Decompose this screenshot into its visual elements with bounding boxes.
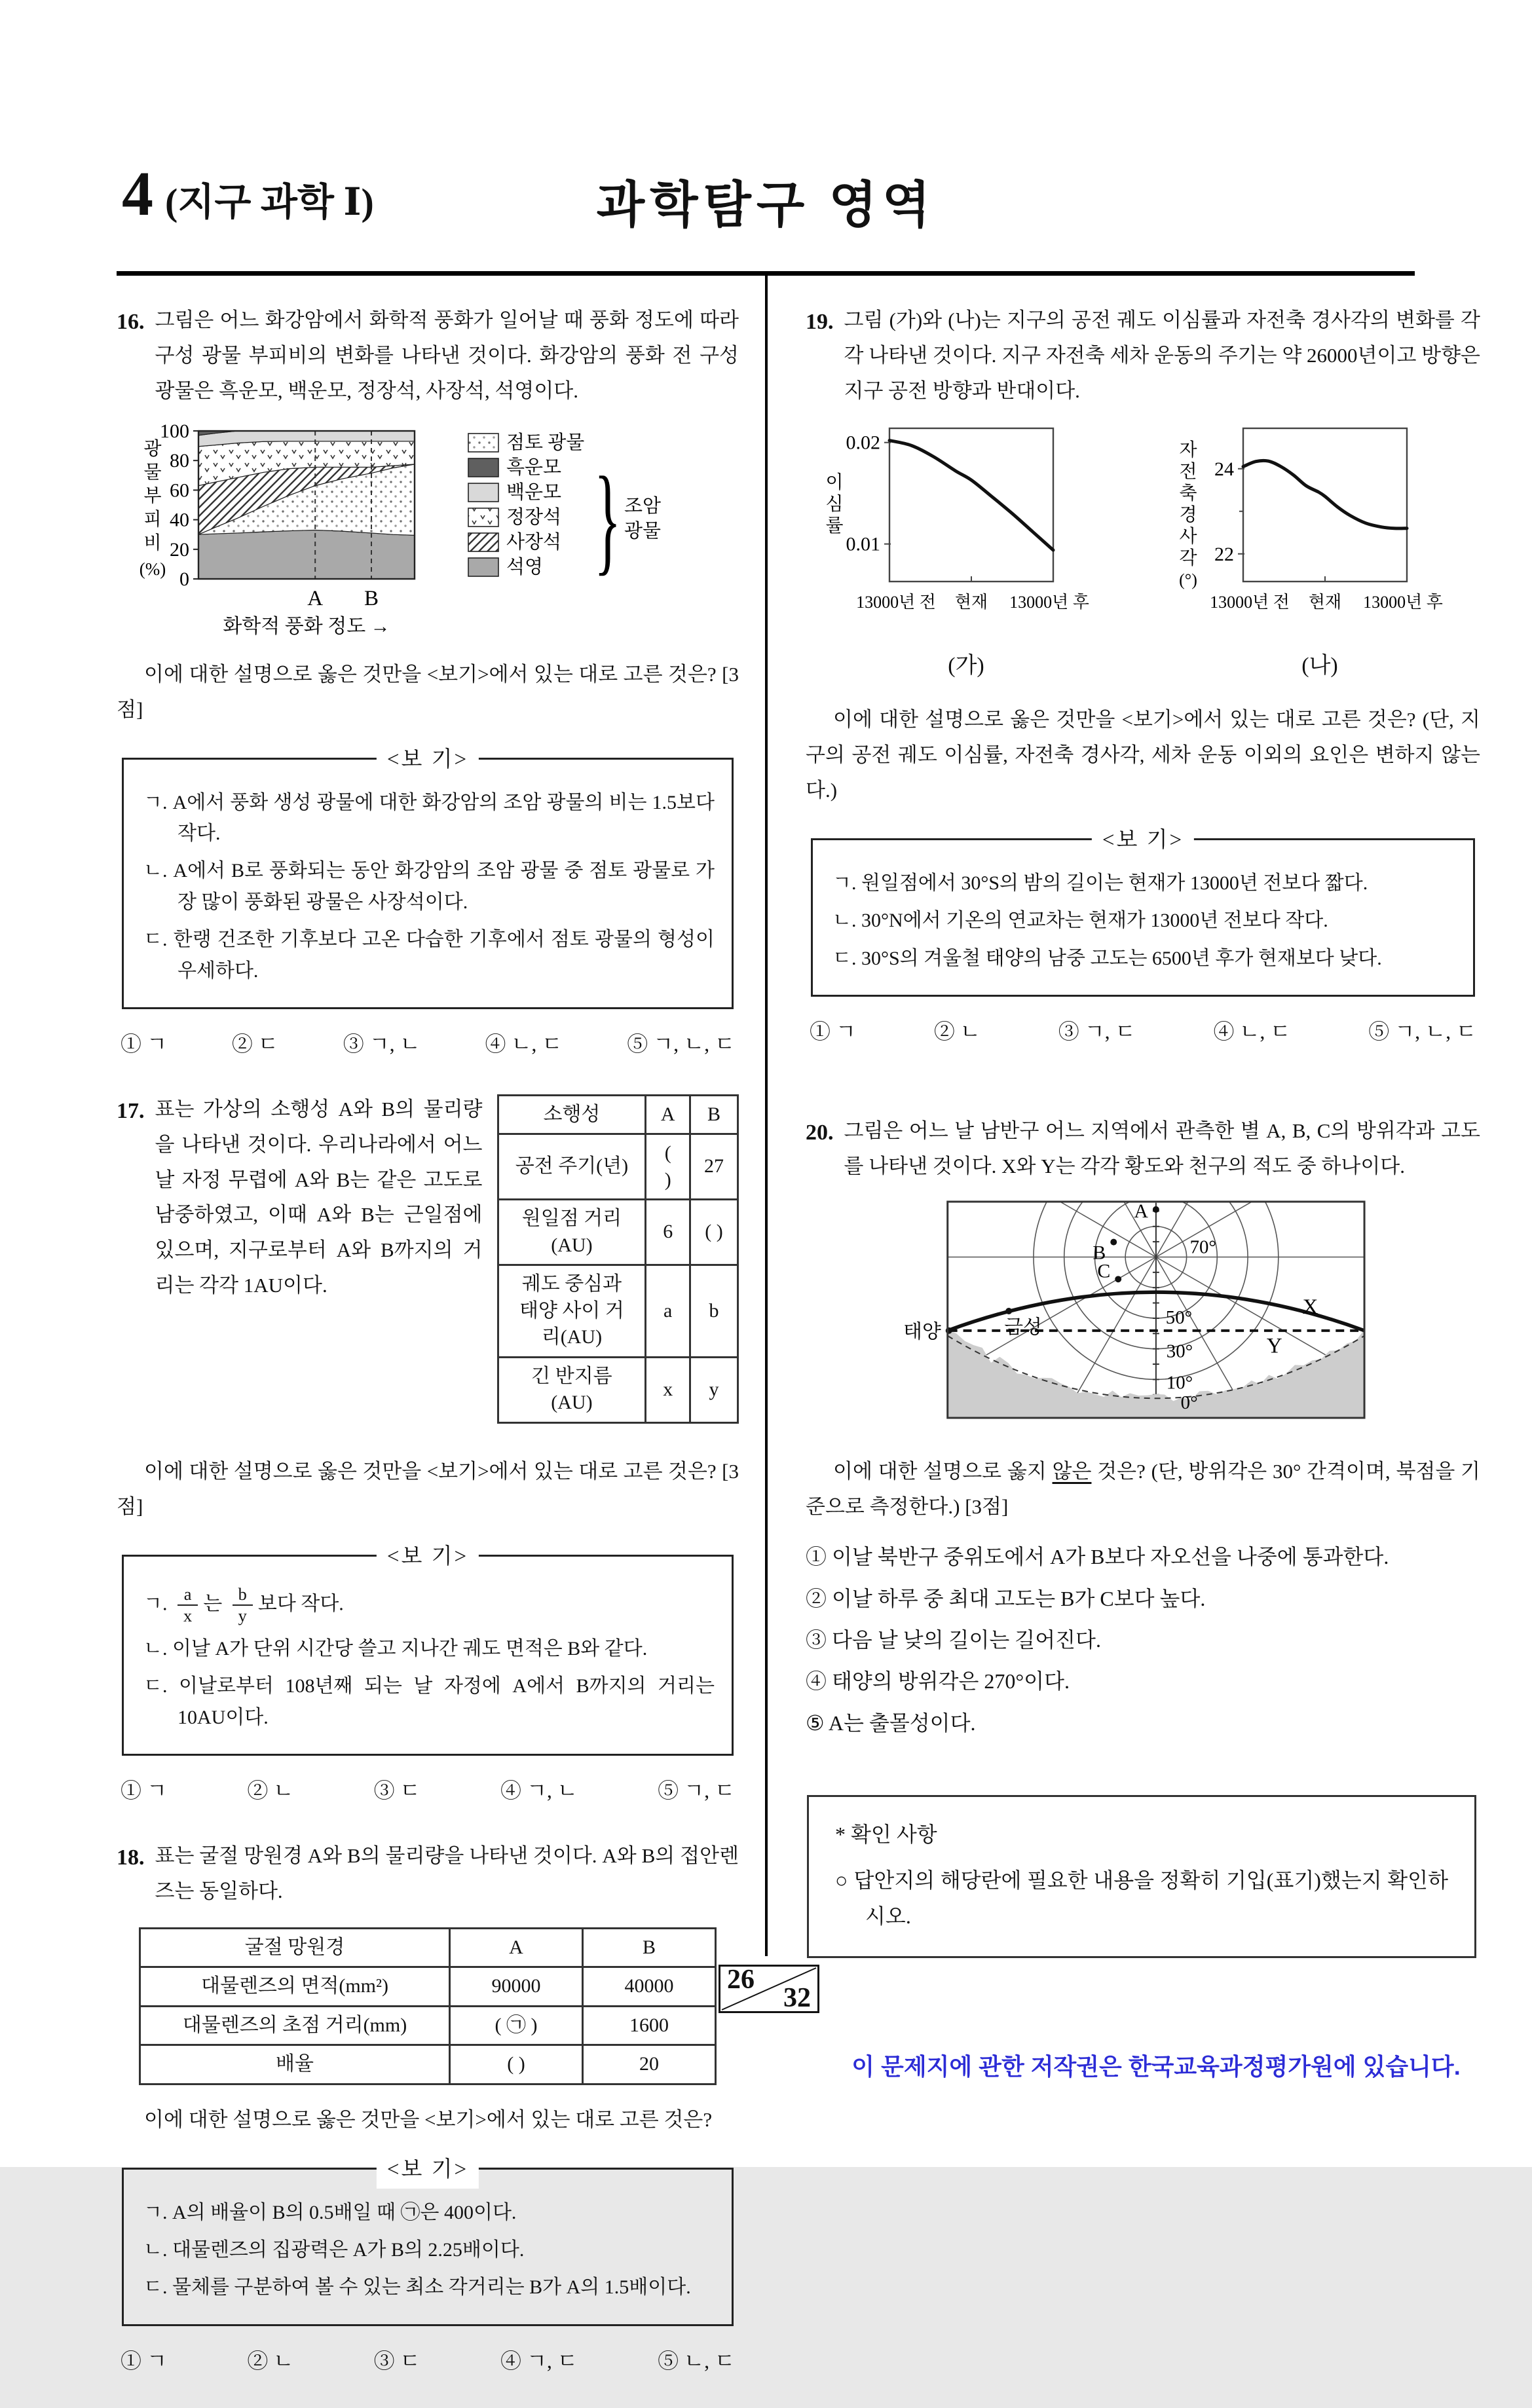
boki-item-d: ㄷ. 물체를 구분하여 볼 수 있는 최소 각거리는 B가 A의 1.5배이다.: [143, 2276, 691, 2299]
svg-text:22: 22: [1214, 543, 1234, 565]
cell: a: [646, 1265, 690, 1358]
svg-text:(%): (%): [139, 559, 166, 579]
cell: ( ): [450, 2045, 583, 2084]
choice-2: ② ㄴ: [247, 2348, 294, 2373]
choice-2: ② ㄴ: [933, 1019, 981, 1043]
svg-text:70°: 70°: [1189, 1236, 1216, 1258]
prompt-text: 이에 대한 설명으로 옳지: [833, 1460, 1053, 1483]
svg-text:광물: 광물: [624, 520, 662, 542]
cell: 원일점 거리(AU): [498, 1200, 646, 1265]
cell: 20: [583, 2045, 716, 2084]
svg-text:전: 전: [1179, 461, 1197, 482]
svg-text:C: C: [1097, 1260, 1111, 1282]
choice-3: ③ ㄷ: [373, 1779, 420, 1803]
col-header: A: [646, 1095, 690, 1134]
svg-text:경: 경: [1179, 504, 1197, 525]
boki-title: <보 기>: [377, 2151, 479, 2189]
check-title: * 확인 사항: [835, 1823, 937, 1847]
choice-3: ③ ㄷ: [373, 2348, 420, 2373]
fraction: [233, 1584, 253, 1627]
option-4: ④ 태양의 방위각은 270°이다.: [806, 1669, 1070, 1694]
svg-text:100: 100: [160, 420, 189, 442]
item-text: 보다 작다.: [257, 1593, 344, 1615]
choice-3: ③ ㄱ, ㄴ: [343, 1031, 420, 1056]
header-rule: [117, 271, 1415, 276]
choice-2: ② ㄴ: [247, 1779, 294, 1803]
cell: 긴 반지름(AU): [498, 1357, 646, 1422]
denominator: y: [238, 1606, 247, 1626]
page-number-box: [719, 1965, 819, 2013]
table-row: [498, 1134, 738, 1200]
check-notice-box: [807, 1795, 1476, 1958]
table-row: [498, 1357, 738, 1422]
choice-1: ① ㄱ: [121, 2348, 167, 2373]
svg-text:화학적 풍화 정도 →: 화학적 풍화 정도 →: [223, 615, 390, 637]
cell: 1600: [583, 2006, 716, 2045]
svg-text:축: 축: [1179, 483, 1197, 504]
cell: 공전 주기(년): [498, 1134, 646, 1200]
right-column: [806, 303, 1480, 2408]
cell: 40000: [583, 1967, 716, 2007]
svg-text:피: 피: [143, 509, 162, 530]
question-16: [117, 303, 739, 1063]
svg-text:60: 60: [170, 479, 189, 502]
table-row: [140, 1967, 716, 2007]
obliquity-chart: [1159, 418, 1480, 645]
q19-figure-ga: [806, 418, 1127, 685]
boki-item-g: ㄱ. 원일점에서 30°S의 밤의 길이는 현재가 13000년 전보다 짧다.: [832, 872, 1368, 894]
question-prompt: 이에 대한 설명으로 옳은 것만을 <보기>에서 있는 대로 고른 것은? (단, 지구의 공전 궤도 이심률, 자전축 경사각, 세차 운동 이외의 요인은 변하지 않는다.): [806, 707, 1480, 802]
svg-text:심: 심: [825, 494, 844, 515]
svg-text:50°: 50°: [1165, 1307, 1193, 1329]
q20-figure: [806, 1198, 1480, 1437]
question-prompt: 이에 대한 설명으로 옳은 것만을 <보기>에서 있는 대로 고른 것은?: [144, 2107, 713, 2131]
boki-item-g: [143, 1584, 715, 1627]
answer-choices: [117, 1773, 739, 1809]
choice-5: ⑤ ㄱ, ㄷ: [658, 1779, 735, 1803]
question-number: 19.: [806, 310, 834, 334]
question-text: 표는 굴절 망원경 A와 B의 물리량을 나타낸 것이다. A와 B의 접안렌즈는 동일하다.: [155, 1843, 739, 1902]
svg-text:백운모: 백운모: [506, 481, 562, 503]
boki-item-g: ㄱ. A에서 풍화 생성 광물에 대한 화강암의 조암 광물의 비는 1.5보다 작다.: [143, 791, 715, 845]
question-prompt: 이에 대한 설명으로 옳은 것만을 <보기>에서 있는 대로 고른 것은? [3점]: [117, 1459, 739, 1518]
exam-title: 과학탐구 영역: [596, 177, 936, 233]
numerator: b: [233, 1584, 253, 1606]
svg-text:현재: 현재: [1308, 592, 1342, 612]
left-column: [117, 303, 739, 2408]
question-text: 그림은 어느 화강암에서 화학적 풍화가 일어날 때 풍화 정도에 따라 구성 광물 부피비의 변화를 나타낸 것이다. 화강암의 풍화 전 구성 광물은 흑운모, 백운모, 정장석, 사장석, 석영이다.: [155, 308, 739, 402]
col-header: B: [690, 1095, 738, 1134]
choice-5: ⑤ ㄱ, ㄴ, ㄷ: [627, 1031, 735, 1056]
svg-text:80: 80: [170, 450, 189, 472]
svg-text:자: 자: [1179, 439, 1197, 460]
svg-text:태양: 태양: [903, 1321, 941, 1343]
boki-item-d: ㄷ. 30°S의 겨울철 태양의 남중 고도는 6500년 후가 현재보다 낮다.: [832, 947, 1382, 969]
svg-text:A: A: [307, 586, 324, 610]
cell: y: [690, 1357, 738, 1422]
sky-coordinate-chart: [806, 1198, 1480, 1437]
boki-item-d: ㄷ. 이날로부터 108년째 되는 날 자정에 A에서 B까지의 거리는 10AU이다.: [143, 1675, 715, 1728]
choice-5: ⑤ ㄴ, ㄷ: [658, 2348, 735, 2373]
question-number: 16.: [117, 310, 145, 334]
numerator: a: [177, 1584, 198, 1606]
q17-table-box: [497, 1092, 739, 1437]
cell: 27: [690, 1134, 738, 1200]
choice-3: ③ ㄱ, ㄷ: [1058, 1019, 1136, 1043]
svg-text:물: 물: [143, 462, 162, 483]
item-prefix: ㄱ.: [143, 1593, 168, 1615]
prompt-underlined: 않은: [1052, 1460, 1092, 1483]
boki-item-g: ㄱ. A의 배율이 B의 0.5배일 때 ㉠은 400이다.: [143, 2201, 517, 2223]
svg-text:이: 이: [825, 472, 844, 493]
cell: 궤도 중심과 태양 사이 거리(AU): [498, 1265, 646, 1358]
denominator: x: [183, 1606, 193, 1626]
choice-2: ② ㄷ: [231, 1031, 278, 1056]
paper-number: 4: [122, 158, 155, 229]
choice-4: ④ ㄱ, ㄴ: [500, 1779, 578, 1803]
col-header: B: [583, 1928, 716, 1967]
svg-text:석영: 석영: [506, 556, 544, 578]
svg-text:40: 40: [170, 509, 189, 531]
svg-text:X: X: [1302, 1295, 1318, 1320]
item-text: 는: [203, 1593, 223, 1615]
boki-box: [122, 2157, 734, 2326]
prompt-text: 것은? (단, 방위각은 30° 간격이며, 북점을 기준으로 측정한다.) [3점]: [806, 1460, 1481, 1519]
boki-title: <보 기>: [1092, 822, 1194, 859]
q19-figure-na: [1159, 418, 1480, 685]
svg-text:B: B: [364, 586, 379, 610]
boki-box: [122, 747, 734, 1009]
svg-text:0.01: 0.01: [846, 533, 880, 555]
figure-caption: (나): [1301, 653, 1338, 678]
svg-text:13000년 후: 13000년 후: [1009, 592, 1089, 612]
choice-4: ④ ㄴ, ㄷ: [1213, 1019, 1291, 1043]
choice-1: ① ㄱ: [810, 1019, 856, 1043]
svg-text:광: 광: [143, 438, 162, 459]
question-prompt: [806, 1454, 1480, 1525]
choice-1: ① ㄱ: [121, 1779, 167, 1803]
svg-text:B: B: [1093, 1242, 1106, 1264]
boki-item-n: ㄴ. 대물렌즈의 집광력은 A가 B의 2.25배이다.: [143, 2238, 525, 2261]
svg-text:0.02: 0.02: [846, 432, 880, 454]
option-5: ⑤ A는 출몰성이다.: [806, 1711, 976, 1735]
question-20: [806, 1113, 1480, 1744]
choice-5: ⑤ ㄱ, ㄴ, ㄷ: [1368, 1019, 1476, 1043]
boki-box: [122, 1544, 734, 1756]
svg-text:13000년 전: 13000년 전: [856, 592, 936, 612]
svg-text:현재: 현재: [954, 592, 988, 612]
svg-text:비: 비: [143, 532, 162, 553]
svg-text:점토 광물: 점토 광물: [506, 432, 585, 453]
question-18: [117, 1838, 739, 2380]
col-header: A: [450, 1928, 583, 1967]
choice-4: ④ ㄴ, ㄷ: [485, 1031, 563, 1056]
question-number: 17.: [117, 1098, 145, 1123]
answer-choices: [806, 1014, 1480, 1050]
cell: ( ㉠ ): [450, 2006, 583, 2045]
exam-code: [122, 157, 374, 230]
boki-box: [811, 828, 1475, 997]
choice-4: ④ ㄱ, ㄷ: [500, 2348, 578, 2373]
question-prompt: 이에 대한 설명으로 옳은 것만을 <보기>에서 있는 대로 고른 것은? [3점]: [117, 662, 739, 721]
svg-text:20: 20: [170, 538, 189, 561]
svg-text:0°: 0°: [1180, 1392, 1198, 1414]
cell: x: [646, 1357, 690, 1422]
option-3: ③ 다음 날 낮의 길이는 길어진다.: [806, 1627, 1101, 1652]
boki-item-n: ㄴ. A에서 B로 풍화되는 동안 화강암의 조암 광물 중 점토 광물로 가장 많이 풍화된 광물은 사장석이다.: [143, 860, 715, 913]
cell: 6: [646, 1200, 690, 1265]
q19-figures: [806, 418, 1480, 685]
q18-table: [139, 1927, 717, 2085]
col-header: 굴절 망원경: [140, 1928, 450, 1967]
svg-text:률: 률: [825, 515, 844, 536]
copyright-notice: 이 문제지에 관한 저작권은 한국교육과정평가원에 있습니다.: [851, 2053, 1461, 2080]
table-row: [498, 1265, 738, 1358]
svg-text:0: 0: [179, 568, 189, 590]
content-columns: [117, 303, 1480, 2408]
svg-text:13000년 후: 13000년 후: [1363, 592, 1443, 612]
svg-text:10°: 10°: [1166, 1372, 1193, 1394]
svg-text:13000년 전: 13000년 전: [1210, 592, 1290, 612]
fraction: [177, 1584, 198, 1627]
option-2: ② 이날 하루 중 최대 고도는 B가 C보다 높다.: [806, 1586, 1206, 1610]
question-19: [806, 303, 1480, 1050]
check-item: ○ 답안지의 해당란에 필요한 내용을 정확히 기입(표기)했는지 확인하시오.: [835, 1868, 1448, 1928]
question-text: 그림은 어느 날 남반구 어느 지역에서 관측한 별 A, B, C의 방위각과 고도를 나타낸 것이다. X와 Y는 각각 황도와 천구의 적도 중 하나이다.: [844, 1119, 1480, 1177]
svg-text:부: 부: [143, 485, 162, 506]
option-1: ① 이날 북반구 중위도에서 A가 B보다 자오선을 나중에 통과한다.: [806, 1545, 1389, 1569]
choice-1: ① ㄱ: [121, 1031, 167, 1056]
svg-text:금성: 금성: [1004, 1316, 1042, 1339]
boki-title: <보 기>: [377, 1538, 479, 1576]
page-current: 26: [727, 1965, 755, 1995]
svg-text:Y: Y: [1266, 1335, 1282, 1359]
svg-text:30°: 30°: [1166, 1341, 1193, 1363]
cell: b: [690, 1265, 738, 1358]
table-row: [140, 2006, 716, 2045]
svg-text:각: 각: [1179, 547, 1197, 568]
svg-text:정장석: 정장석: [506, 506, 562, 528]
svg-text:조암: 조암: [624, 495, 662, 517]
table-row: [498, 1200, 738, 1265]
q16-stacked-area-chart: [117, 420, 739, 640]
boki-title: <보 기>: [377, 741, 479, 779]
cell: 대물렌즈의 초점 거리(mm): [140, 2006, 450, 2045]
q16-figure: [117, 420, 739, 640]
question-number: 18.: [117, 1845, 145, 1870]
cell: ( ): [646, 1134, 690, 1200]
cell: 배율: [140, 2045, 450, 2084]
question-17: [117, 1092, 739, 1809]
svg-text:흑운모: 흑운모: [506, 456, 562, 478]
svg-text:}: }: [594, 453, 622, 587]
col-header: 소행성: [498, 1095, 646, 1134]
cell: 대물렌즈의 면적(mm²): [140, 1967, 450, 2007]
svg-text:사장석: 사장석: [506, 531, 562, 553]
table-row: [140, 2045, 716, 2084]
page-total: 32: [783, 1983, 811, 2013]
boki-item-d: ㄷ. 한랭 건조한 기후보다 고온 다습한 기후에서 점토 광물의 형성이 우세하다.: [143, 929, 715, 982]
svg-text:(°): (°): [1179, 570, 1197, 589]
cell: 90000: [450, 1967, 583, 2007]
answer-choices: [117, 1026, 739, 1063]
q17-table: [497, 1094, 739, 1424]
svg-text:A: A: [1134, 1200, 1148, 1223]
boki-item-n: ㄴ. 30°N에서 기온의 연교차는 현재가 13000년 전보다 작다.: [832, 910, 1328, 932]
svg-text:사: 사: [1179, 526, 1197, 547]
figure-caption: (가): [948, 653, 984, 678]
answer-choices: [117, 2343, 739, 2380]
cell: ( ): [690, 1200, 738, 1265]
question-number: 20.: [806, 1120, 834, 1145]
eccentricity-chart: [806, 418, 1127, 645]
question-text: 표는 가상의 소행성 A와 B의 물리량을 나타낸 것이다. 우리나라에서 어느 날 자정 무렵에 A와 B는 같은 고도로 남중하였고, 이때 A와 B는 근일점에 있으며, 지구로부터 A와 B까지의 거리는 각각 1AU이다.: [155, 1097, 483, 1297]
question-text: 그림 (가)와 (나)는 지구의 공전 궤도 이심률과 자전축 경사각의 변화를 각각 나타낸 것이다. 지구 자전축 세차 운동의 주기는 약 26000년이고 방향은 지구 공전 방향과 반대이다.: [844, 308, 1480, 402]
answer-options: [806, 1536, 1480, 1744]
boki-item-n: ㄴ. 이날 A가 단위 시간당 쓸고 지나간 궤도 면적은 B와 같다.: [143, 1637, 648, 1659]
subject-name: (지구 과학 Ⅰ): [165, 181, 374, 223]
svg-text:24: 24: [1214, 458, 1234, 480]
